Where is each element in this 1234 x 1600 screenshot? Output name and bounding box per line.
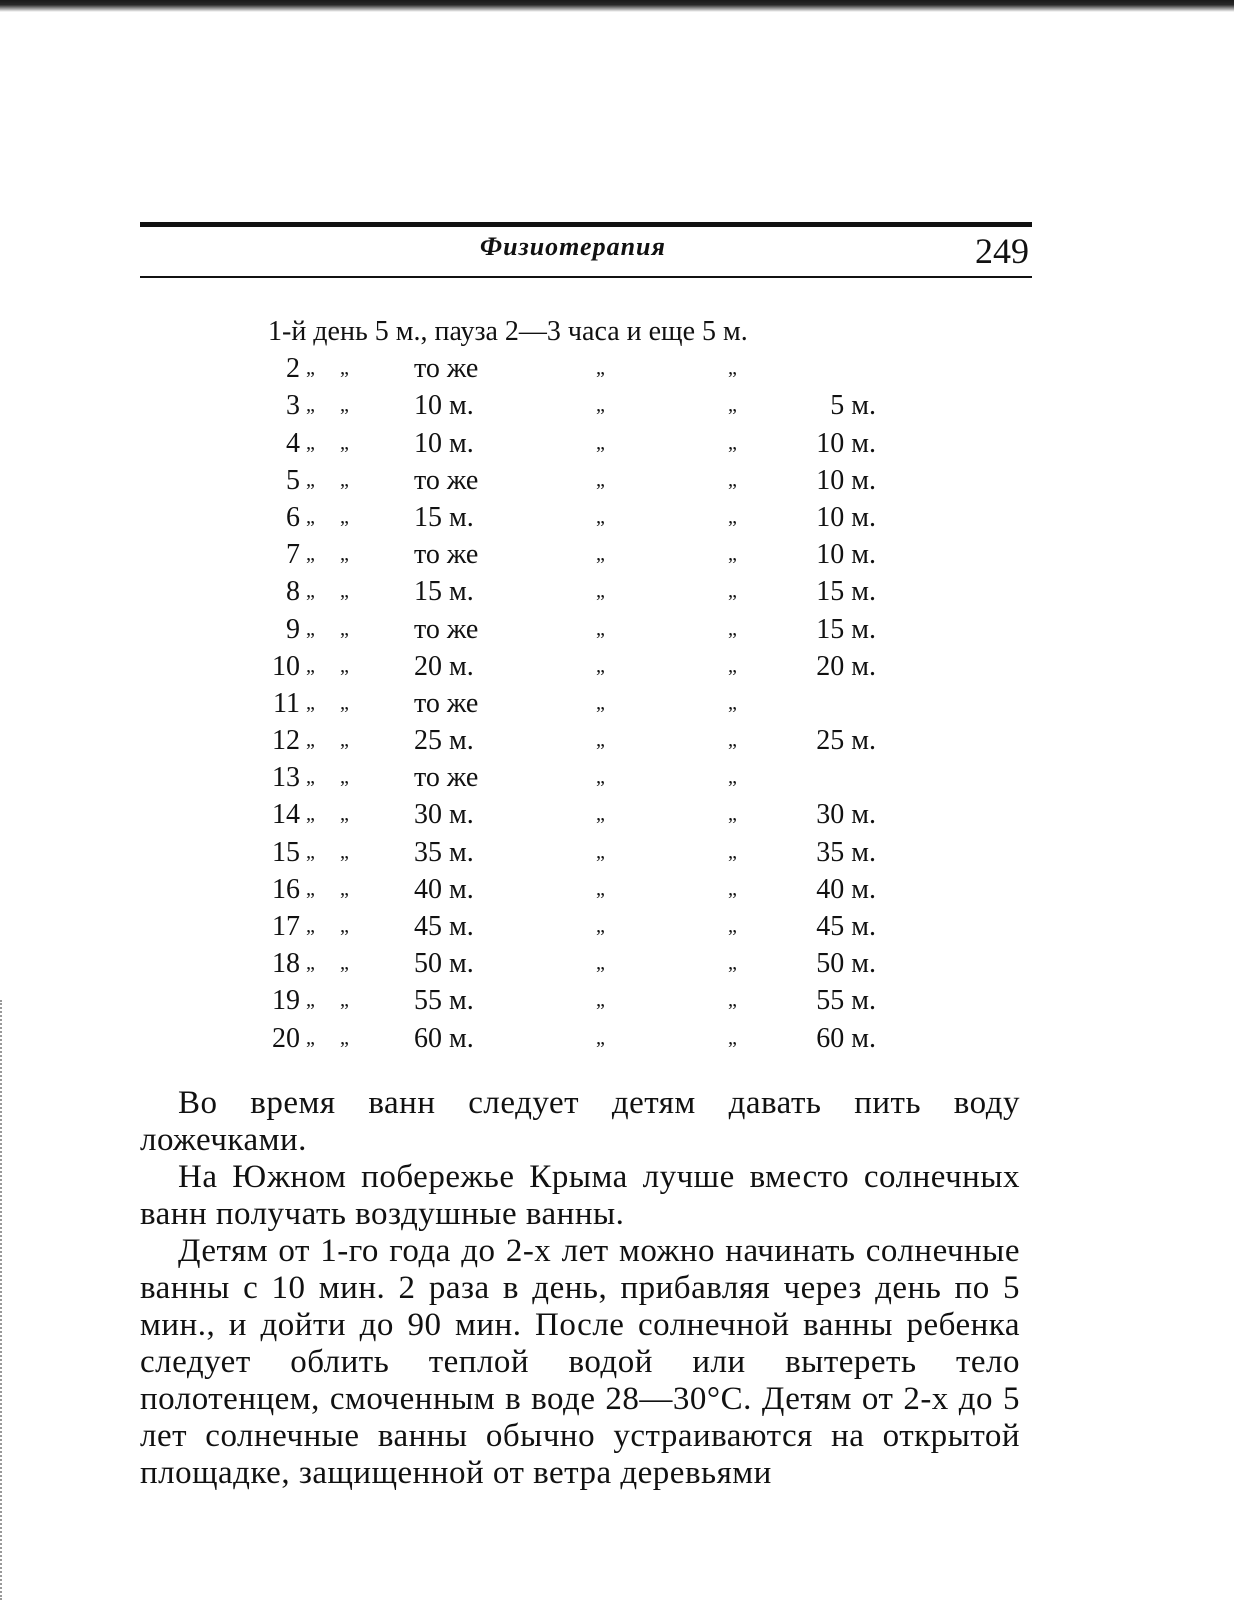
second-bath-duration: 25 м. bbox=[816, 725, 876, 757]
second-bath-duration: 60 м. bbox=[816, 1022, 876, 1054]
ditto-mark: „ bbox=[728, 617, 737, 640]
schedule-day: 3 bbox=[286, 390, 300, 422]
ditto-mark: „ bbox=[596, 505, 605, 528]
schedule-day: 17 bbox=[272, 911, 300, 942]
schedule-day: 12 bbox=[272, 725, 300, 757]
second-bath-duration: 10 м. bbox=[816, 464, 876, 496]
ditto-mark: „ bbox=[596, 766, 605, 789]
ditto-mark: „ bbox=[306, 543, 315, 566]
second-bath-duration: 55 м. bbox=[816, 985, 876, 1017]
ditto-mark: „ bbox=[306, 729, 315, 752]
second-bath-duration: 10 м. bbox=[816, 501, 876, 533]
ditto-mark: „ bbox=[340, 654, 349, 677]
first-bath-duration: 35 м. bbox=[414, 836, 474, 868]
schedule-day: 15 bbox=[272, 836, 300, 868]
ditto-mark: „ bbox=[728, 505, 737, 528]
ditto-mark: „ bbox=[728, 654, 737, 677]
ditto-mark: „ bbox=[306, 505, 315, 528]
schedule-day: 6 bbox=[286, 501, 300, 533]
ditto-mark: „ bbox=[596, 617, 605, 640]
ditto-mark: „ bbox=[728, 357, 737, 380]
ditto-mark: „ bbox=[340, 691, 349, 714]
first-bath-duration: 55 м. bbox=[414, 985, 474, 1017]
ditto-mark: „ bbox=[728, 431, 737, 454]
ditto-mark: „ bbox=[596, 915, 605, 937]
second-bath-duration: 5 м. bbox=[830, 390, 876, 422]
ditto-mark: „ bbox=[596, 877, 605, 900]
ditto-mark: „ bbox=[728, 543, 737, 566]
ditto-mark: „ bbox=[340, 617, 349, 640]
schedule-day: 7 bbox=[286, 539, 300, 571]
ditto-mark: „ bbox=[728, 952, 737, 975]
ditto-mark: „ bbox=[340, 357, 349, 380]
schedule-day: 16 bbox=[272, 873, 300, 905]
running-title: Физиотерапия bbox=[480, 232, 666, 261]
second-bath-duration: 15 м. bbox=[816, 613, 876, 645]
ditto-mark: „ bbox=[340, 989, 349, 1012]
ditto-mark: „ bbox=[728, 766, 737, 789]
ditto-mark: „ bbox=[728, 803, 737, 826]
first-bath-duration: то же bbox=[414, 762, 479, 794]
schedule-day: 9 bbox=[286, 613, 300, 645]
ditto-mark: „ bbox=[340, 803, 349, 826]
first-bath-duration: 20 м. bbox=[414, 650, 474, 682]
second-bath-duration: 20 м. bbox=[816, 650, 876, 682]
ditto-mark: „ bbox=[306, 766, 315, 789]
ditto-mark: „ bbox=[596, 1026, 605, 1049]
page-number: 249 bbox=[975, 231, 1029, 271]
first-bath-duration: 30 м. bbox=[414, 799, 474, 831]
ditto-mark: „ bbox=[596, 691, 605, 714]
ditto-mark: „ bbox=[596, 468, 605, 491]
ditto-mark: „ bbox=[340, 729, 349, 752]
ditto-mark: „ bbox=[596, 840, 605, 863]
first-bath-duration: 15 м. bbox=[414, 501, 474, 533]
schedule-day: 18 bbox=[272, 948, 300, 980]
first-bath-duration: то же bbox=[414, 353, 479, 385]
ditto-mark: „ bbox=[728, 1026, 737, 1049]
second-bath-duration: 10 м. bbox=[816, 539, 876, 571]
ditto-mark: „ bbox=[340, 468, 349, 491]
schedule-day: 10 bbox=[272, 650, 300, 682]
ditto-mark: „ bbox=[728, 989, 737, 1012]
paragraph: На Южном побережье Крыма лучше вместо солнечных ванн получать воздушные ванны. bbox=[140, 1159, 1020, 1232]
ditto-mark: „ bbox=[728, 729, 737, 752]
schedule-day: 11 bbox=[273, 687, 300, 719]
ditto-mark: „ bbox=[728, 840, 737, 863]
ditto-mark: „ bbox=[306, 617, 315, 640]
first-bath-duration: 25 м. bbox=[414, 725, 474, 757]
ditto-mark: „ bbox=[306, 803, 315, 826]
ditto-mark: „ bbox=[596, 357, 605, 380]
second-bath-duration: 45 м. bbox=[816, 911, 876, 942]
second-bath-duration: 35 м. bbox=[816, 836, 876, 868]
schedule-day: 4 bbox=[286, 427, 300, 459]
ditto-mark: „ bbox=[340, 915, 349, 937]
first-bath-duration: 50 м. bbox=[414, 948, 474, 980]
header-rule-bottom bbox=[140, 276, 1032, 278]
ditto-mark: „ bbox=[306, 654, 315, 677]
ditto-mark: „ bbox=[306, 1026, 315, 1049]
ditto-mark: „ bbox=[306, 468, 315, 491]
ditto-mark: „ bbox=[306, 394, 315, 417]
ditto-mark: „ bbox=[596, 989, 605, 1012]
ditto-mark: „ bbox=[306, 952, 315, 975]
first-bath-duration: 10 м. bbox=[414, 427, 474, 459]
ditto-mark: „ bbox=[340, 840, 349, 863]
ditto-mark: „ bbox=[340, 952, 349, 975]
schedule-day: 13 bbox=[272, 762, 300, 794]
schedule-day: 2 bbox=[286, 353, 300, 385]
ditto-mark: „ bbox=[306, 989, 315, 1012]
ditto-mark: „ bbox=[306, 580, 315, 603]
ditto-mark: „ bbox=[596, 543, 605, 566]
ditto-mark: „ bbox=[596, 431, 605, 454]
ditto-mark: „ bbox=[306, 877, 315, 900]
ditto-mark: „ bbox=[340, 877, 349, 900]
first-bath-duration: то же bbox=[414, 539, 479, 571]
body-text bbox=[140, 1085, 1020, 1492]
ditto-mark: „ bbox=[306, 357, 315, 380]
ditto-mark: „ bbox=[728, 580, 737, 603]
second-bath-duration: 10 м. bbox=[816, 427, 876, 459]
ditto-mark: „ bbox=[596, 580, 605, 603]
ditto-mark: „ bbox=[728, 915, 737, 937]
second-bath-duration: 15 м. bbox=[816, 576, 876, 608]
paragraph: Детям от 1-го года до 2-х лет можно начинать солнечные ванны с 10 мин. 2 раза в день, прибавляя через день по 5 мин., и дойти до 90 мин. После солнечной ванны ребенка следует облить теплой водой или вытереть тело полотенцем, смоченным в воде 28—30°С. Детям от 2-х до 5 лет солнечные ванны обычно устраиваются на открытой площадке, защищенной от ветра деревьями bbox=[140, 1233, 1020, 1491]
paragraph: Во время ванн следует детям давать пить воду ложечками. bbox=[140, 1085, 1020, 1158]
ditto-mark: „ bbox=[596, 729, 605, 752]
ditto-mark: „ bbox=[306, 691, 315, 714]
schedule-day: 19 bbox=[272, 985, 300, 1017]
second-bath-duration: 30 м. bbox=[816, 799, 876, 831]
ditto-mark: „ bbox=[340, 1026, 349, 1049]
ditto-mark: „ bbox=[728, 394, 737, 417]
ditto-mark: „ bbox=[306, 915, 315, 937]
ditto-mark: „ bbox=[340, 766, 349, 789]
first-bath-duration: то же bbox=[414, 613, 479, 645]
ditto-mark: „ bbox=[340, 543, 349, 566]
schedule-day: 5 bbox=[286, 464, 300, 496]
ditto-mark: „ bbox=[340, 394, 349, 417]
first-bath-duration: 60 м. bbox=[414, 1022, 474, 1054]
header-rule-top bbox=[140, 222, 1032, 227]
first-bath-duration: 40 м. bbox=[414, 873, 474, 905]
ditto-mark: „ bbox=[728, 691, 737, 714]
first-bath-duration: 15 м. bbox=[414, 576, 474, 608]
first-bath-duration: то же bbox=[414, 687, 479, 719]
schedule-day: 14 bbox=[272, 799, 300, 831]
ditto-mark: „ bbox=[596, 952, 605, 975]
scan-left-edge bbox=[0, 1000, 5, 1600]
ditto-mark: „ bbox=[728, 877, 737, 900]
ditto-mark: „ bbox=[340, 505, 349, 528]
schedule-first-row-text: 1-й день 5 м., пауза 2—3 часа и еще 5 м. bbox=[268, 316, 748, 347]
first-bath-duration: то же bbox=[414, 464, 479, 496]
ditto-mark: „ bbox=[596, 654, 605, 677]
schedule-day: 20 bbox=[272, 1022, 300, 1054]
first-bath-duration: 10 м. bbox=[414, 390, 474, 422]
ditto-mark: „ bbox=[340, 431, 349, 454]
second-bath-duration: 40 м. bbox=[816, 873, 876, 905]
ditto-mark: „ bbox=[306, 431, 315, 454]
first-bath-duration: 45 м. bbox=[414, 911, 474, 942]
ditto-mark: „ bbox=[306, 840, 315, 863]
schedule-day: 8 bbox=[286, 576, 300, 608]
second-bath-duration: 50 м. bbox=[816, 948, 876, 980]
ditto-mark: „ bbox=[596, 394, 605, 417]
scan-top-edge bbox=[0, 0, 1234, 12]
ditto-mark: „ bbox=[596, 803, 605, 826]
ditto-mark: „ bbox=[340, 580, 349, 603]
ditto-mark: „ bbox=[728, 468, 737, 491]
